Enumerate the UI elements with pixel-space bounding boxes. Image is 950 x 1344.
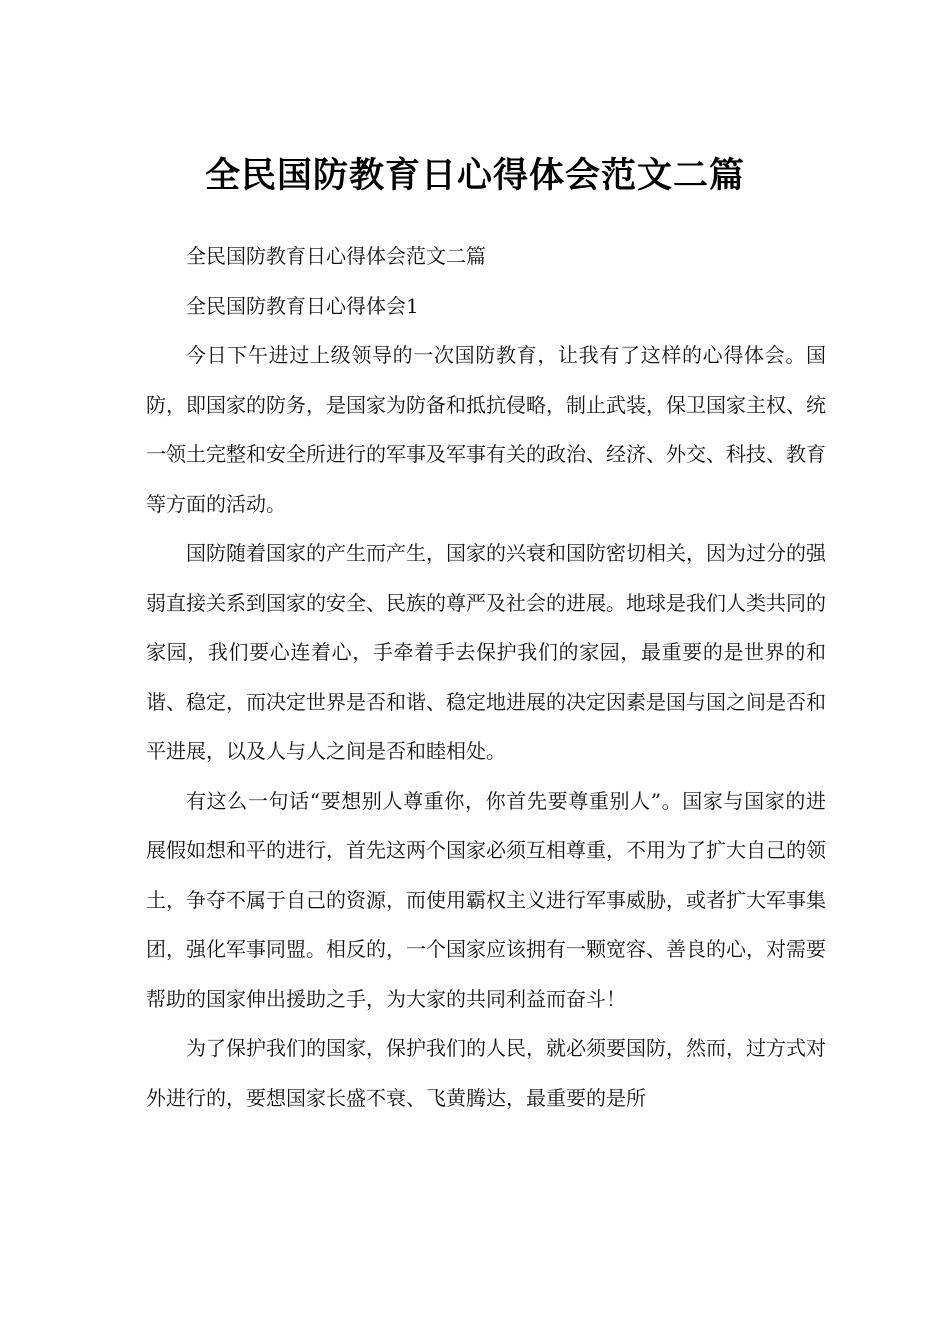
- subtitle-paragraph: 全民国防教育日心得体会范文二篇: [186, 244, 486, 268]
- section-heading: 全民国防教育日心得体会1: [186, 293, 419, 318]
- document-title: 全民国防教育日心得体会范文二篇: [204, 156, 745, 197]
- body-paragraph: 为了保护我们的国家，保护我们的人民，就必须要国防，然而，过方式对外进行的，要想国家长盛不衰、飞黄腾达，最重要的是所: [146, 1036, 826, 1110]
- body-paragraph: 国防随着国家的产生而产生，国家的兴衰和国防密切相关，因为过分的强弱直接关系到国家的安全、民族的尊严及社会的进展。地球是我们人类共同的家园，我们要心连着心，手牵着手去保护我们的家园，最重要的是世界的和谐、稳定，而决定世界是否和谐、稳定地进展的决定因素是国与国之间是否和平进展，以及人与人之间是否和睦相处。: [146, 541, 826, 763]
- body-paragraph: 有这么一句话“要想别人尊重你，你首先要尊重别人”。国家与国家的进展假如想和平的进行，首先这两个国家必须互相尊重，不用为了扩大自己的领土，争夺不属于自己的资源，而使用霸权主义进行军事威胁，或者扩大军事集团，强化军事同盟。相反的，一个国家应该拥有一颗宽容、善良的心，对需要帮助的国家伸出援助之手，为大家的共同利益而奋斗！: [146, 788, 826, 1011]
- body-paragraph: 今日下午进过上级领导的一次国防教育，让我有了这样的心得体会。国防，即国家的防务，是国家为防备和抵抗侵略，制止武装，保卫国家主权、统一领土完整和安全所进行的军事及军事有关的政治、经济、外交、科技、教育等方面的活动。: [146, 343, 826, 516]
- document-body: [146, 232, 826, 1123]
